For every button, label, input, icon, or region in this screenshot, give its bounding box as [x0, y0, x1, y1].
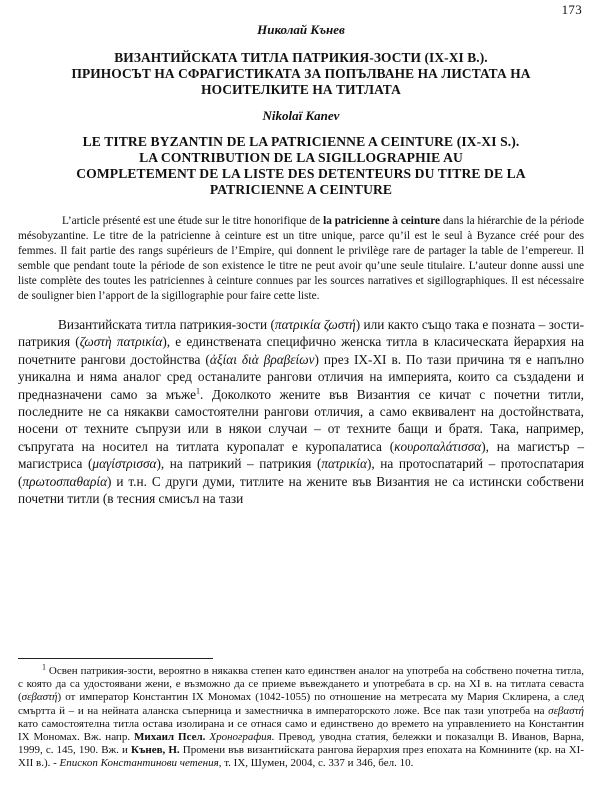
greek-term: κουροπαλάτισσα	[394, 438, 482, 454]
greek-term: σεβαστή	[548, 704, 584, 717]
greek-term: σεβαστή	[21, 691, 58, 704]
body-text: ) или както също така е позната – зости-патрикия (	[18, 317, 585, 350]
title-french-line: LA CONTRIBUTION DE LA SIGILLOGRAPHIE AU	[139, 150, 463, 165]
title-bulgarian-line: ПРИНОСЪТ НА СФРАГИСТИКАТА ЗА ПОПЪЛВАНЕ НА ЛИСТАТА НА	[71, 66, 531, 81]
greek-term: πατρικία	[321, 456, 367, 472]
greek-term: μαγίστρισσα	[92, 456, 157, 472]
greek-term: πρωτοσπαθαρία	[22, 473, 108, 489]
page-number: 173	[561, 2, 582, 17]
body-text: ), на магистър – магистриса (	[18, 438, 584, 472]
title-french-line: PATRICIENNE A CEINTURE	[209, 182, 393, 197]
title-french-line: LE TITRE BYZANTIN DE LA PATRICIENNE A CEINTURE (IX-XI S.).	[82, 134, 520, 149]
body-paragraph	[18, 316, 584, 507]
title-french-line: COMPLETEMENT DE LA LISTE DES DETENTEURS DU TITRE DE LA	[76, 166, 526, 181]
footnote-reference[interactable]: 1	[195, 386, 200, 396]
body-text: Византийската титла патрикия-зости (	[58, 317, 275, 332]
title-bulgarian	[18, 50, 584, 98]
cited-author: Кънев, Н.	[130, 744, 180, 757]
title-bulgarian-line: ВИЗАНТИЙСКАТА ТИТЛА ПАТРИКИЯ-ЗОСТИ (IX-XI В.).	[114, 50, 488, 65]
footnote-number: 1	[42, 662, 46, 672]
abstract-emphasis: la patricienne à ceinture	[323, 215, 441, 227]
greek-term: ζωστὴ πατρικία	[79, 334, 163, 350]
body-text: ), е единствената специфично женска титла в класическата йерархия на почетните рангови достойнства (	[18, 334, 585, 367]
footnote	[18, 662, 584, 771]
cited-work: Хронография.	[205, 731, 275, 744]
author-bulgarian: Николай Кънев	[257, 22, 345, 37]
title-bulgarian-line: НОСИТЕЛКИТЕ НА ТИТЛАТА	[201, 82, 401, 97]
footnote-text: , т. IX, Шумен, 2004, с. 337 и 346, бел. 10.	[218, 757, 414, 770]
footnote-text: като самостоятелна титла остава изолирана и се отнася само и единствено до времето на управлението на Константин IX Мономах. Вж. напр.	[18, 717, 584, 744]
article-page	[18, 22, 584, 507]
abstract-text: dans la hiérarchie de la période mésobyzantine. Le titre de la patricienne à ceinture est un titre unique, parce qu’il est le seul à Byzance créé pour des femmes. Il fait partie des rangs supérieurs de l’Empire, qui donnent le privilège rare de partager la table de l’empereur. Il semble que pendant toute la période de son existence le titre ne peut avoir qu’une seule titulaire. L’auteur donne aussi une liste complète des toutes les patriciennes à ceinture connues par les sources narratives et sigillographiques. Il est nécessaire de souligner bien l’apport de la sigillographie pour faire cette liste.	[18, 215, 584, 302]
footnote-text: Превод, уводна статия, бележки и показалци В. Иванов, Варна, 1999, с. 145, 190. Вж. и	[18, 731, 584, 757]
title-french	[18, 134, 584, 198]
body-text: . Доколкото жените във Византия се кичат с почетни титли, последните не са някакви самостоятелни рангови отличия, а само еквивалент на достойнствата, носени от техните съпрузи или в някои случаи – от техните бащи и братя. Така, например, съпругата на носител на титлата куропалат е куропалатиса (	[18, 386, 585, 454]
body-text: ) и т.н. С други думи, титлите на жените във Византия не са истински собствени почетни титли (в тесния смисъл на тази	[18, 473, 584, 507]
footnote-text: Промени във византийската рангова йерархия през епохата на Комнините (кр. на XI-XII в.). -	[18, 744, 584, 770]
footnote-divider	[18, 658, 213, 659]
greek-term: πατρικία ζωστή	[274, 317, 356, 332]
greek-term: ἀξίαι διὰ βραβείων	[209, 351, 315, 367]
footnote-text: Освен патрикия-зости, вероятно в някаква степен като единствен аналог на употреба на собствено почетна титла, с която да са удостоявани жени, е възможно да се приеме въвеждането и употребата в ср. на XI в. на титлата севаста (	[18, 665, 584, 704]
body-text: ), на патрикий – патрикия (	[156, 456, 322, 472]
footnote-text: ) от император Константин IX Мономах (1042-1055) по отношение на метресата му Мария Склирена, а след смъртта й – и на нейната аланска съперница и заместничка в императорското ложе. Все пак тази употреба на	[18, 691, 584, 717]
body-text: ) през IX-XI в. По тази причина тя е напълно уникална и няма аналог сред останалите рангови отличия на империята, които са създадени и предназначени само за мъже	[18, 351, 584, 402]
author-french: Nikolaï Kanev	[262, 108, 340, 123]
abstract-text: L’article présenté est une étude sur le titre honorifique de	[62, 215, 324, 227]
cited-work: Епископ Константинови четения	[59, 757, 219, 770]
abstract-french	[18, 214, 584, 304]
body-text: ), на протоспатарий – протоспатария (	[18, 456, 584, 489]
cited-author: Михаил Псел.	[134, 731, 206, 744]
